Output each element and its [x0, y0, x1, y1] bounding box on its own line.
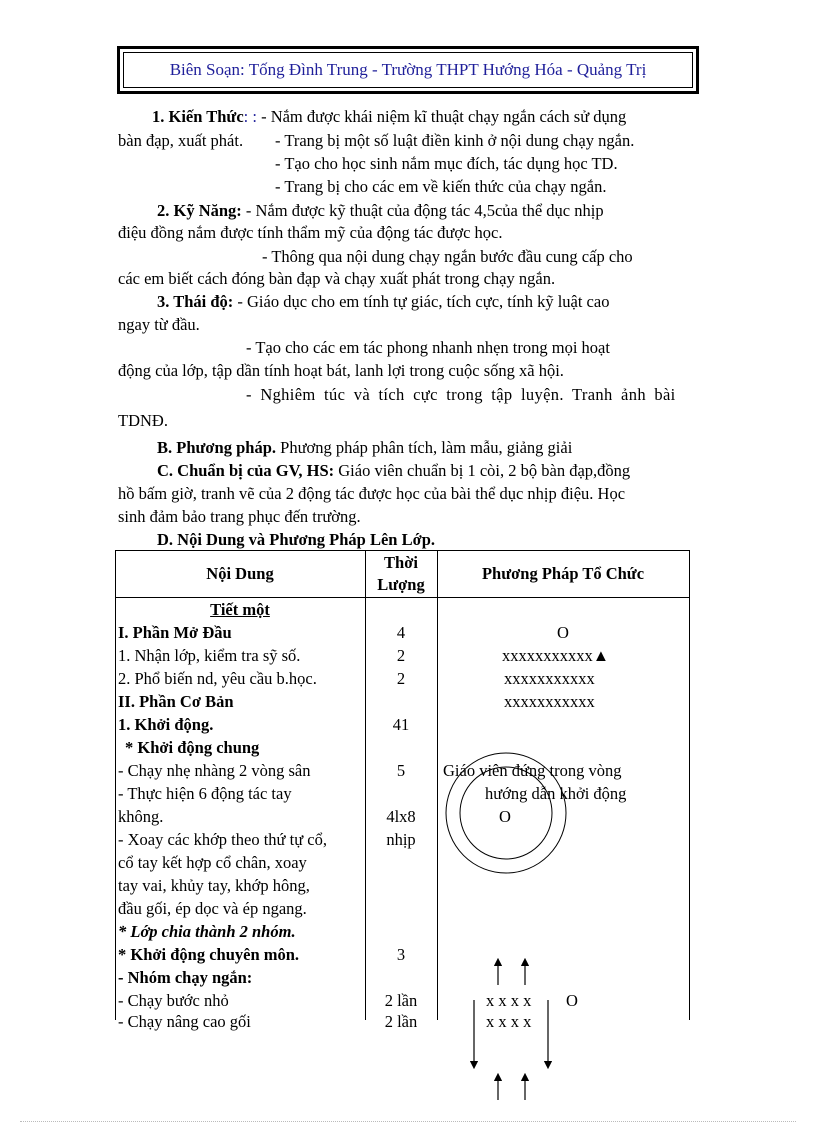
cell-buoc-nho-time: 2 lần — [384, 991, 418, 1010]
thai-do-text-4: động của lớp, tập dần tính hoạt bát, lanh lợi trong cuộc sống xã hội. — [118, 361, 564, 380]
cell-pho-bien: 2. Phổ biến nd, yêu cầu b.học. — [118, 669, 317, 688]
cell-thuc-hien: - Thực hiện 6 động tác tay — [118, 784, 292, 803]
kien-thuc-label: 1. Kiến Thức — [152, 107, 244, 126]
cell-nhan-lop-time: 2 — [396, 646, 406, 665]
ky-nang-text-2: điệu đồng nắm được tính thẩm mỹ của động tác được học. — [118, 223, 503, 242]
ky-nang-text-4: các em biết cách đóng bàn đạp và chạy xuất phát trong chạy ngắn. — [118, 269, 556, 288]
cell-khoi-dong-time: 41 — [392, 715, 410, 734]
cell-mo-dau: I. Phần Mở Đầu — [118, 623, 232, 642]
kien-thuc-text-2b: - Trang bị một số luật điền kinh ở nội dung chạy ngắn. — [275, 131, 635, 150]
cell-xoay-time: nhịp — [386, 830, 416, 849]
cell-xoay-2: cổ tay kết hợp cổ chân, xoay — [118, 853, 307, 872]
kien-thuc-text-4: - Trang bị cho các em về kiến thức của chạy ngắn. — [275, 177, 607, 196]
header-text: Biên Soạn: Tống Đình Trung - Trường THPT Hướng Hóa - Quảng Trị — [169, 60, 647, 79]
cell-mo-dau-formation: O — [557, 623, 569, 642]
kien-thuc-text-3: - Tạo cho học sinh nắm mục đích, tác dụng học TD. — [275, 154, 618, 173]
chuan-bi-text-1: Giáo viên chuẩn bị 1 còi, 2 bộ bàn đạp,đồng — [338, 461, 631, 480]
kien-thuc-text-1: - Nắm được khái niệm kĩ thuật chạy ngắn cách sử dụng — [261, 107, 627, 126]
cell-khong-formation: O — [499, 807, 511, 826]
cell-huong-dan: hướng dẫn khởi động — [485, 784, 627, 803]
cell-khong: không. — [118, 807, 164, 826]
th-thoi-luong-2: Lượng — [377, 575, 425, 594]
cell-khoi-dong: 1. Khởi động. — [118, 715, 214, 734]
thai-do-text-6: TDNĐ. — [118, 411, 168, 430]
phuong-phap-text: Phương pháp phân tích, làm mẫu, giảng giải — [280, 438, 573, 457]
cell-tiet-mot: Tiết một — [210, 600, 270, 619]
cell-khong-time: 4lx8 — [386, 807, 416, 826]
cell-co-ban: II. Phần Cơ Bản — [118, 692, 234, 711]
cell-nhan-lop: 1. Nhận lớp, kiểm tra sỹ số. — [118, 646, 301, 665]
kien-thuc-text-2a: bàn đạp, xuất phát. — [118, 131, 244, 150]
cell-chay-nhe: - Chạy nhẹ nhàng 2 vòng sân — [118, 761, 311, 780]
cell-kd-chung: * Khởi động chung — [125, 738, 260, 757]
ky-nang-text-3: - Thông qua nội dung chạy ngắn bước đầu cung cấp cho — [262, 247, 633, 266]
noi-dung-title: D. Nội Dung và Phương Pháp Lên Lớp. — [157, 530, 436, 549]
cell-nang-goi-time-text: 2 lần — [384, 1012, 418, 1031]
cell-chuyen-mon: * Khởi động chuyên môn. — [118, 945, 300, 964]
kien-thuc-sep: : : — [243, 107, 257, 126]
cell-pho-bien-time: 2 — [396, 669, 406, 688]
ky-nang-label: 2. Kỹ Năng: — [157, 201, 242, 220]
thai-do-text-3: - Tạo cho các em tác phong nhanh nhẹn trong mọi hoạt — [246, 338, 610, 357]
cell-nang-goi-text: - Chạy nâng cao gối — [118, 1012, 251, 1031]
page-bottom-dotted-line — [20, 1121, 796, 1122]
cell-buoc-nho: - Chạy bước nhỏ — [118, 991, 229, 1010]
cell-nhan-lop-formation: xxxxxxxxxxx▲ — [502, 646, 610, 665]
cell-chia-nhom: * Lớp chia thành 2 nhóm. — [118, 922, 296, 941]
thai-do-text-5: - Nghiêm túc và tích cực trong tập luyện. Tranh ảnh bài — [246, 385, 676, 404]
cell-chay-nhe-time: 5 — [396, 761, 406, 780]
chuan-bi-text-2: hồ bấm giờ, tranh vẽ của 2 động tác được học của bài thể dục nhịp điệu. Học — [118, 484, 626, 503]
cell-nang-goi-formation-text: x x x x — [486, 1012, 532, 1031]
th-thoi-luong-1: Thời — [384, 553, 418, 572]
chuan-bi-text-3: sinh đảm bảo trang phục đến trường. — [118, 507, 361, 526]
cell-mo-dau-time: 4 — [396, 623, 406, 642]
thai-do-text-1: - Giáo dục cho em tính tự giác, tích cực, tính kỹ luật cao — [237, 292, 610, 311]
cell-buoc-nho-formation: x x x x — [486, 991, 532, 1010]
th-noi-dung: Nội Dung — [206, 564, 274, 583]
ky-nang-text-1: - Nắm được kỹ thuật của động tác 4,5của thể dục nhịp — [245, 201, 604, 220]
cell-xoay-3: tay vai, khủy tay, khớp hông, — [118, 876, 310, 895]
cell-xoay-4: đầu gối, ép dọc và ép ngang. — [118, 899, 307, 918]
cell-xoay-1: - Xoay các khớp theo thứ tự cổ, — [118, 830, 327, 849]
th-phuong-phap: Phương Pháp Tổ Chức — [481, 564, 645, 583]
thai-do-label: 3. Thái độ: — [157, 292, 234, 311]
thai-do-text-2: ngay từ đầu. — [118, 315, 200, 334]
chuan-bi-label: C. Chuẩn bị của GV, HS: — [157, 461, 335, 480]
cell-buoc-nho-teacher: O — [566, 991, 578, 1010]
cell-chuyen-mon-time: 3 — [396, 945, 406, 964]
cell-pho-bien-formation: xxxxxxxxxxx — [504, 669, 595, 688]
cell-gv-dung-trong: Giáo viên đứng trong vòng — [443, 761, 622, 780]
cell-nhom-chay: - Nhóm chạy ngắn: — [118, 968, 253, 987]
cell-co-ban-formation: xxxxxxxxxxx — [504, 692, 595, 711]
phuong-phap-label: B. Phương pháp. — [157, 438, 277, 457]
